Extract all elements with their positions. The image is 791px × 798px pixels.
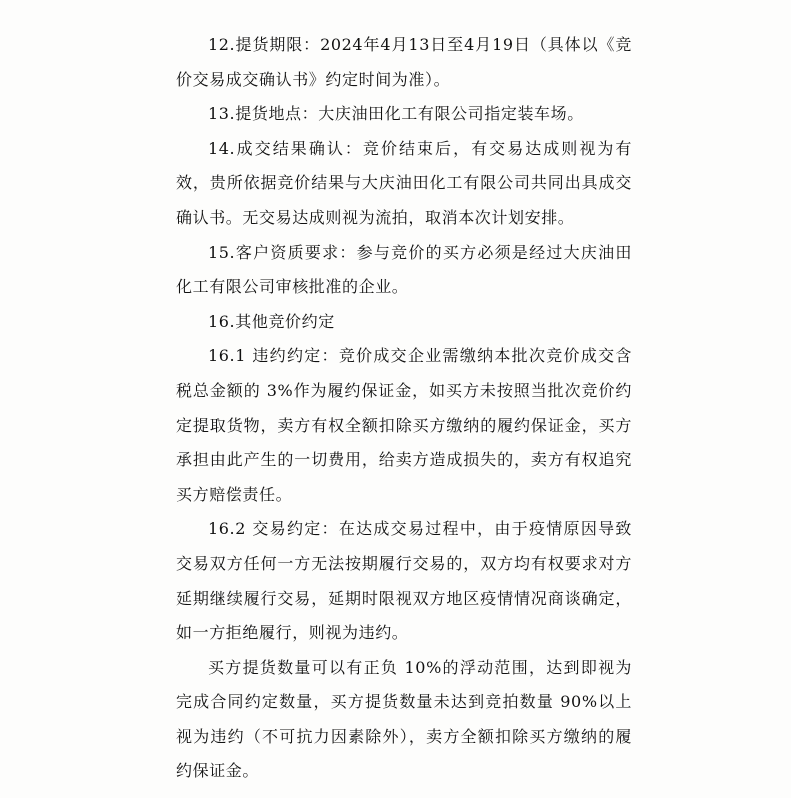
clause-15-customer-qualification: 15.客户资质要求：参与竞价的买方必须是经过大庆油田化工有限公司审核批准的企业。 bbox=[176, 242, 632, 297]
clause-12-pickup-period: 12.提货期限：2024年4月13日至4月19日（具体以《竞价交易成交确认书》约定时间为准）。 bbox=[176, 35, 632, 89]
clause-16-1-default: 16.1 违约约定：竞价成交企业需缴纳本批次竞价成交含税总金额的 3%作为履约保证金，如买方未按照当批次竞价约定提取货物，卖方有权全额扣除买方缴纳的履约保证金，买方承担由此产生的一切费用，给卖方造成损失的，卖方有权追究买方赔偿责任。 bbox=[176, 346, 632, 504]
clause-quantity-tolerance: 买方提货数量可以有正负 10%的浮动范围，达到即视为完成合同约定数量，买方提货数量未达到竞拍数量 90%以上视为违约（不可抗力因素除外），卖方全额扣除买方缴纳的履约保证金。 bbox=[176, 657, 632, 781]
document-body bbox=[176, 28, 632, 789]
clause-16-2-transaction: 16.2 交易约定：在达成交易过程中，由于疫情原因导致交易双方任何一方无法按期履行交易的，双方均有权要求对方延期继续履行交易，延期时限视双方地区疫情情况商谈确定，如一方拒绝履行，则视为违约。 bbox=[176, 519, 632, 643]
clause-14-result-confirmation: 14.成交结果确认：竞价结束后，有交易达成则视为有效，贵所依据竞价结果与大庆油田化工有限公司共同出具成交确认书。无交易达成则视为流拍，取消本次计划安排。 bbox=[176, 138, 632, 227]
clause-16-heading: 16.其他竞价约定 bbox=[208, 311, 335, 331]
clause-13-pickup-location: 13.提货地点：大庆油田化工有限公司指定装车场。 bbox=[208, 104, 584, 124]
